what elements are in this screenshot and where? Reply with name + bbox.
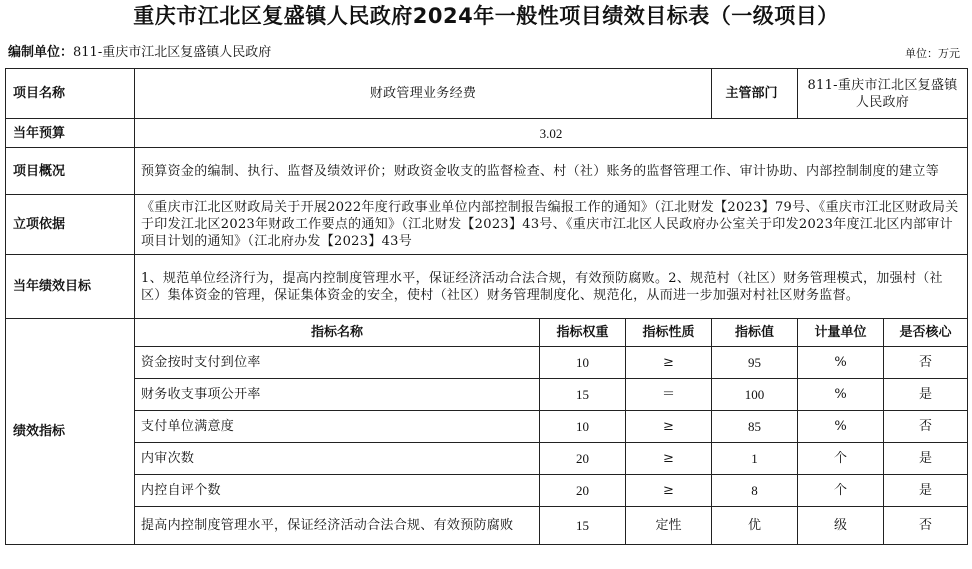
table-row: [6, 475, 968, 507]
indicator-value: 优: [712, 507, 798, 545]
row-overview: [6, 148, 968, 195]
basis-label: 立项依据: [6, 195, 135, 255]
row-goal: [6, 255, 968, 319]
indicator-name: 提高内控制度管理水平，保证经济活动合法合规、有效预防腐败: [135, 507, 540, 545]
row-project-name: [6, 69, 968, 119]
budget-label: 当年预算: [6, 119, 135, 148]
indicator-nature: 定性: [626, 507, 712, 545]
indicator-header-row: [6, 319, 968, 347]
overview-value: 预算资金的编制、执行、监督及绩效评价；财政资金收支的监督检查、村（社）账务的监督管理工作、审计协助、内部控制制度的建立等: [135, 148, 968, 195]
indicator-value: 85: [712, 411, 798, 443]
dept-value: 811-重庆市江北区复盛镇人民政府: [798, 69, 968, 119]
indicator-unit: %: [798, 379, 884, 411]
basis-value: 《重庆市江北区财政局关于开展2022年度行政事业单位内部控制报告编报工作的通知》（江北财发【2023】79号、《重庆市江北区财政局关于印发江北区2023年财政工作要点的通知》（江北财发【2023】43号、《重庆市江北区人民政府办公室关于印发2023年度江北区内部审计项目计划的通知》（江北府办发【2023】43号: [135, 195, 968, 255]
indicator-unit: %: [798, 411, 884, 443]
table-row: [6, 411, 968, 443]
unit-label: 单位：: [905, 47, 938, 60]
page-title: 重庆市江北区复盛镇人民政府2024年一般性项目绩效目标表（一级项目）: [133, 4, 839, 28]
project-name-value: 财政管理业务经费: [135, 69, 712, 119]
table-row: [6, 443, 968, 475]
indicator-core: 否: [884, 507, 968, 545]
compile-unit-label: 编制单位：: [8, 45, 74, 60]
goal-value: 1、规范单位经济行为，提高内控制度管理水平，保证经济活动合法合规，有效预防腐败。2、规范村（社区）财务管理模式，加强村（社区）集体资金的管理，保证集体资金的安全，使村（社区）财务管理制度化、规范化，从而进一步加强对村社区财务监督。: [135, 255, 968, 319]
indicator-name: 财务收支事项公开率: [135, 379, 540, 411]
header-name: 指标名称: [135, 319, 540, 347]
header-core: 是否核心: [884, 319, 968, 347]
indicator-core: 是: [884, 443, 968, 475]
indicator-weight: 20: [540, 443, 626, 475]
indicator-weight: 15: [540, 507, 626, 545]
indicator-nature: ≥: [626, 443, 712, 475]
goal-label: 当年绩效目标: [6, 255, 135, 319]
dept-label: 主管部门: [712, 69, 798, 119]
budget-value: 3.02: [135, 119, 968, 148]
indicator-name: 内控自评个数: [135, 475, 540, 507]
indicator-core: 否: [884, 411, 968, 443]
indicator-unit: 个: [798, 443, 884, 475]
unit-note: [905, 46, 960, 62]
indicator-value: 1: [712, 443, 798, 475]
table-row: [6, 347, 968, 379]
overview-label: 项目概况: [6, 148, 135, 195]
indicator-core: 否: [884, 347, 968, 379]
indicator-value: 8: [712, 475, 798, 507]
header-nature: 指标性质: [626, 319, 712, 347]
indicator-core: 是: [884, 475, 968, 507]
indicator-name: 资金按时支付到位率: [135, 347, 540, 379]
row-basis: [6, 195, 968, 255]
indicator-value: 100: [712, 379, 798, 411]
compile-unit: [8, 44, 271, 62]
unit-value: 万元: [938, 47, 960, 60]
indicator-weight: 20: [540, 475, 626, 507]
indicators-label: 绩效指标: [6, 319, 135, 545]
header-unit: 计量单位: [798, 319, 884, 347]
indicator-name: 内审次数: [135, 443, 540, 475]
indicator-unit: 级: [798, 507, 884, 545]
indicator-value: 95: [712, 347, 798, 379]
row-budget: [6, 119, 968, 148]
header-weight: 指标权重: [540, 319, 626, 347]
performance-table: [5, 68, 968, 545]
indicator-core: 是: [884, 379, 968, 411]
indicator-nature: ＝: [626, 379, 712, 411]
indicator-unit: 个: [798, 475, 884, 507]
project-name-label: 项目名称: [6, 69, 135, 119]
table-row: [6, 379, 968, 411]
indicator-nature: ≥: [626, 347, 712, 379]
header-value: 指标值: [712, 319, 798, 347]
indicator-weight: 10: [540, 411, 626, 443]
indicator-nature: ≥: [626, 475, 712, 507]
indicator-unit: %: [798, 347, 884, 379]
indicator-weight: 10: [540, 347, 626, 379]
indicator-weight: 15: [540, 379, 626, 411]
indicator-nature: ≥: [626, 411, 712, 443]
indicator-name: 支付单位满意度: [135, 411, 540, 443]
compile-unit-value: 811-重庆市江北区复盛镇人民政府: [73, 45, 272, 60]
table-row: [6, 507, 968, 545]
